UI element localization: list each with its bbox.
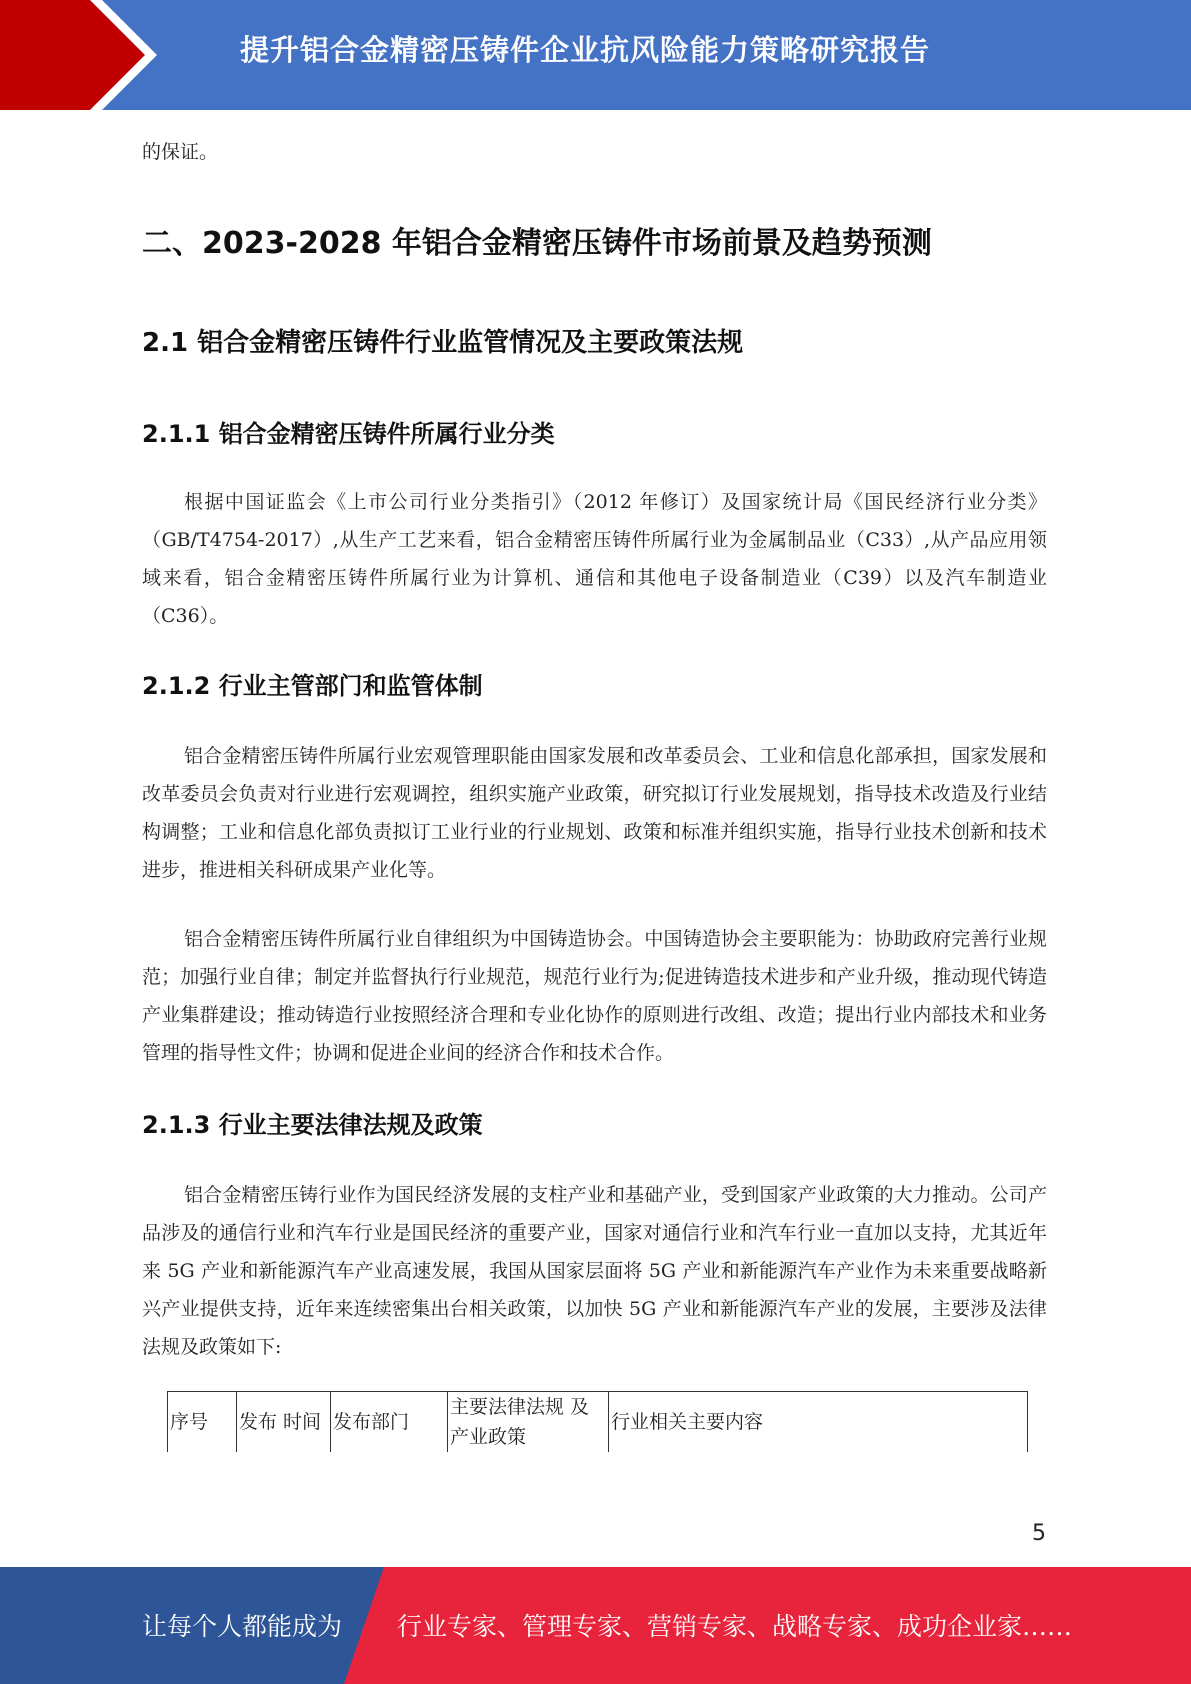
table-header-cell: 发布 时间	[237, 1392, 331, 1453]
paragraph-industry-association: 铝合金精密压铸件所属行业自律组织为中国铸造协会。中国铸造协会主要职能为：协助政府完善行业规范；加强行业自律；制定并监督执行行业规范，规范行业行为;促进铸造技术进步和产业升级，推动现代铸造产业集群建设；推动铸造行业按照经济合理和专业化协作的原则进行改组、改造；提出行业内部技术和业务管理的指导性文件；协调和促进企业间的经济合作和技术合作。	[142, 928, 1047, 1064]
footer-slogan-left: 让每个人都能成为	[142, 1612, 343, 1641]
continued-text: 的保证。	[142, 141, 219, 163]
table-header-cell: 发布部门	[331, 1392, 448, 1453]
table-header-cell: 主要法律法规 及产业政策	[448, 1392, 609, 1453]
paragraph-industry-classification: 根据中国证监会《上市公司行业分类指引》（2012 年修订）及国家统计局《国民经济行业分类》（GB/T4754-2017）,从生产工艺来看，铝合金精密压铸件所属行业为金属制品业（C33）,从产品应用领域来看，铝合金精密压铸件所属行业为计算机、通信和其他电子设备制造业（C39）以及汽车制造业（C36）。	[142, 491, 1047, 627]
footer-slogan-right: 行业专家、管理专家、营销专家、战略专家、成功企业家……	[397, 1612, 1073, 1641]
section-heading-2-1: 2.1 铝合金精密压铸件行业监管情况及主要政策法规	[142, 328, 744, 358]
table-header-cell: 行业相关主要内容	[609, 1392, 1028, 1453]
table-header-row	[168, 1392, 1028, 1453]
paragraph-regulatory-authorities: 铝合金精密压铸件所属行业宏观管理职能由国家发展和改革委员会、工业和信息化部承担，国家发展和改革委员会负责对行业进行宏观调控，组织实施产业政策，研究拟订行业发展规划，指导技术改造及行业结构调整；工业和信息化部负责拟订工业行业的行业规划、政策和标准并组织实施，指导行业技术创新和技术进步，推进相关科研成果产业化等。	[142, 745, 1047, 881]
subsection-heading-2-1-1: 2.1.1 铝合金精密压铸件所属行业分类	[142, 420, 555, 448]
header-arrow-decoration	[0, 0, 160, 110]
table-header-cell: 序号	[168, 1392, 237, 1453]
page-number: 5	[1032, 1521, 1046, 1546]
policy-table	[167, 1391, 1028, 1452]
subsection-heading-2-1-2: 2.1.2 行业主管部门和监管体制	[142, 672, 483, 700]
page-header	[0, 0, 1191, 110]
subsection-heading-2-1-3: 2.1.3 行业主要法律法规及政策	[142, 1111, 483, 1139]
report-title: 提升铝合金精密压铸件企业抗风险能力策略研究报告	[240, 33, 931, 67]
paragraph-laws-and-policies: 铝合金精密压铸行业作为国民经济发展的支柱产业和基础产业，受到国家产业政策的大力推动。公司产品涉及的通信行业和汽车行业是国民经济的重要产业，国家对通信行业和汽车行业一直加以支持，尤其近年来 5G 产业和新能源汽车产业高速发展，我国从国家层面将 5G 产业和新能源汽车产业作为未来重要战略新兴产业提供支持，近年来连续密集出台相关政策，以加快 5G 产业和新能源汽车产业的发展，主要涉及法律法规及政策如下:	[142, 1184, 1047, 1358]
page-footer	[0, 1567, 1191, 1684]
chapter-heading: 二、2023-2028 年铝合金精密压铸件市场前景及趋势预测	[142, 226, 932, 261]
